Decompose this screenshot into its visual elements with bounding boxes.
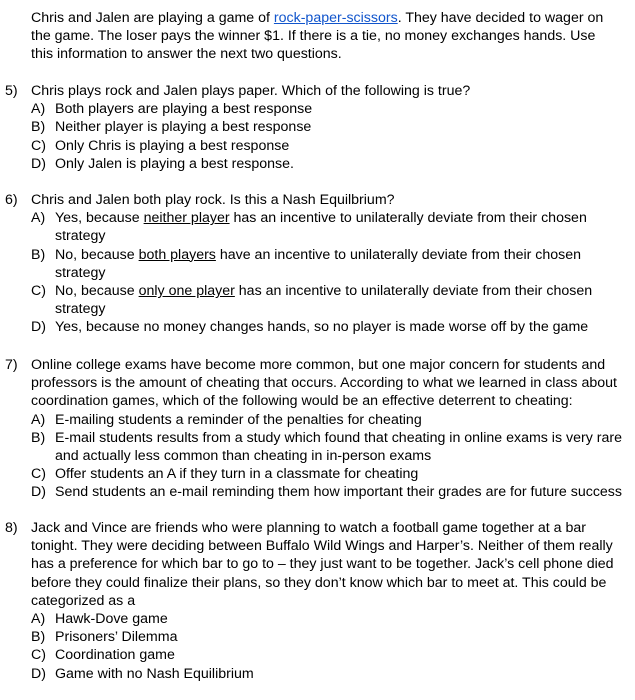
- question-number: 7): [5, 357, 18, 373]
- option-text-pre: Yes, because: [55, 210, 144, 227]
- option-a: [31, 411, 625, 429]
- question-text: Chris plays rock and Jalen plays paper. Which of the following is true?: [31, 83, 471, 99]
- question-8: [5, 519, 625, 683]
- option-text: Only Jalen is playing a best response.: [55, 155, 294, 172]
- rock-paper-scissors-link[interactable]: rock-paper-scissors: [273, 10, 398, 26]
- option-b: [31, 118, 625, 136]
- option-text: Game with no Nash Equilibrium: [55, 665, 254, 682]
- option-letter: A): [31, 210, 46, 227]
- option-letter: C): [31, 283, 46, 300]
- option-c: [31, 282, 625, 318]
- option-text-post: have an incentive to unilaterally deviate from their chosen strategy: [55, 246, 582, 281]
- option-text: Both players are playing a best response: [55, 101, 313, 118]
- option-text-pre: No, because: [55, 246, 139, 263]
- option-text: Hawk-Dove game: [55, 611, 168, 628]
- intro-paragraph: [31, 9, 621, 64]
- question-text: Jack and Vince are friends who were planning to watch a football game together at a bar tonight. They were deciding between Buffalo Wild Wings and Harper’s. Neither of them really has a preference for which bar to go to – they just want to be together. Jack’s cell phone died before they could finalize their plans, so they don’t know which bar to meet at. This could be categorized as a: [31, 520, 614, 609]
- question-number: 5): [5, 83, 18, 99]
- option-text: Neither player is playing a best response: [55, 119, 312, 136]
- option-c: [31, 465, 625, 483]
- option-text-pre: No, because: [55, 283, 139, 300]
- option-text-post: has an incentive to unilaterally deviate from their chosen strategy: [55, 210, 587, 245]
- option-text: E-mailing students a reminder of the penalties for cheating: [55, 411, 422, 428]
- question-number: 6): [5, 192, 18, 208]
- option-text: [55, 246, 625, 282]
- intro-text-after: . They have decided to wager on the game. The loser pays the winner $1. If there is a tie, no money exchanges hands. Use this information to answer the next two questions.: [31, 10, 604, 63]
- option-text: Yes, because no money changes hands, so no player is made worse off by the game: [55, 319, 589, 336]
- option-text: E-mail students results from a study which found that cheating in online exams is very rare and actually less common than cheating in in-person exams: [55, 429, 622, 465]
- intro-text-before: Chris and Jalen are playing a game of: [31, 10, 274, 26]
- question-5: [5, 82, 625, 173]
- option-letter: B): [31, 119, 46, 136]
- option-d: [31, 155, 625, 173]
- option-letter: B): [31, 246, 46, 263]
- option-d: [31, 318, 625, 336]
- option-letter: C): [31, 137, 46, 154]
- question-number: 8): [5, 520, 18, 536]
- option-letter: D): [31, 484, 46, 501]
- option-text: Only Chris is playing a best response: [55, 137, 290, 154]
- option-letter: A): [31, 101, 46, 118]
- option-text: [55, 282, 625, 318]
- option-letter: A): [31, 411, 46, 428]
- question-text: Chris and Jalen both play rock. Is this a Nash Equilbrium?: [31, 192, 395, 208]
- option-letter: D): [31, 319, 46, 336]
- option-text-post: has an incentive to unilaterally deviate from their chosen strategy: [55, 283, 593, 318]
- option-text: Send students an e-mail reminding them how important their grades are for future success: [55, 484, 622, 501]
- option-text: Coordination game: [55, 647, 175, 664]
- option-letter: C): [31, 647, 46, 664]
- option-a: [31, 209, 625, 245]
- option-letter: D): [31, 155, 46, 172]
- option-text: Offer students an A if they turn in a classmate for cheating: [55, 466, 419, 483]
- question-7: [5, 356, 625, 502]
- option-b: [31, 246, 625, 282]
- option-letter: B): [31, 429, 46, 446]
- option-a: [31, 100, 625, 118]
- underlined-phrase: neither player: [143, 210, 230, 227]
- option-c: [31, 137, 625, 155]
- option-d: [31, 483, 625, 501]
- question-text: Online college exams have become more common, but one major concern for students and professors is the amount of cheating that occurs. According to what we learned in class about coordination games, which of the following would be an effective deterrent to cheating:: [31, 357, 617, 410]
- option-letter: D): [31, 665, 46, 682]
- option-a: [31, 610, 625, 628]
- question-6: [5, 191, 625, 337]
- option-b: [31, 628, 625, 646]
- option-letter: C): [31, 466, 46, 483]
- option-d: [31, 665, 625, 683]
- option-b: [31, 429, 625, 465]
- option-text: Prisoners’ Dilemma: [55, 629, 178, 646]
- option-letter: A): [31, 611, 46, 628]
- option-text: [55, 209, 625, 245]
- option-letter: B): [31, 629, 46, 646]
- underlined-phrase: both players: [138, 246, 216, 263]
- option-c: [31, 646, 625, 664]
- underlined-phrase: only one player: [138, 283, 235, 300]
